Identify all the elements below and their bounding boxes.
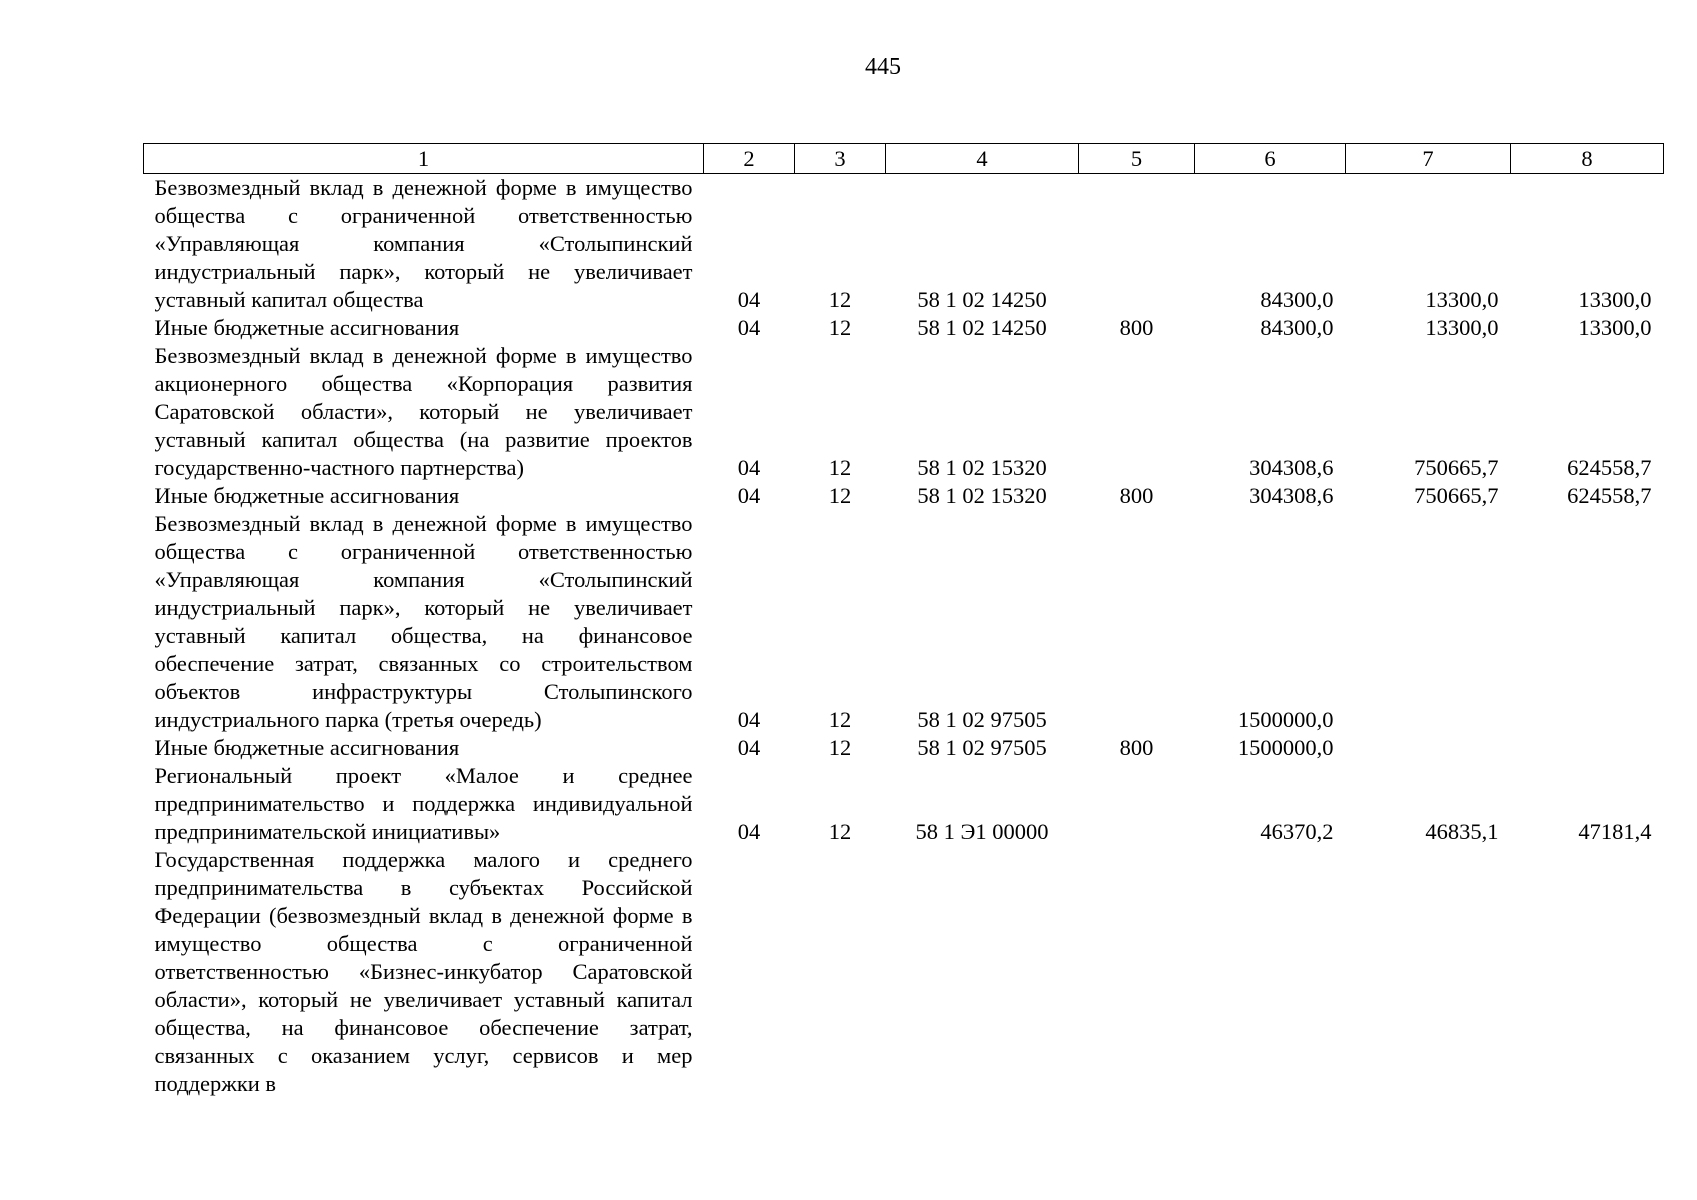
row-target-code: 58 1 02 15320 [917, 455, 1047, 480]
row-amount-3 [1511, 846, 1664, 1098]
row-podrazdel: 12 [828, 707, 852, 732]
row-amount-1: 1500000,0 [1237, 735, 1334, 760]
row-podrazdel: 12 [828, 483, 852, 508]
row-razdel [704, 846, 795, 1098]
row-expense-type [1079, 174, 1195, 315]
row-amount-2 [1346, 846, 1511, 1098]
column-header: 7 [1346, 144, 1511, 174]
row-expense-type [1079, 510, 1195, 734]
row-amount-2 [1346, 734, 1511, 762]
table-body [144, 174, 1664, 1099]
row-razdel: 04 [737, 315, 761, 340]
row-amount-1: 84300,0 [1260, 287, 1334, 312]
table-row [144, 734, 1664, 762]
table-row [144, 314, 1664, 342]
row-name: Безвозмездный вклад в денежной форме в имущество акционерного общества «Корпорация развития Саратовской области», который не увеличивает уставный капитал общества (на развитие проектов государственно-частного партнерства) [154, 343, 693, 480]
row-podrazdel [795, 846, 886, 1098]
row-amount-3: 13300,0 [1578, 287, 1652, 312]
row-amount-1: 304308,6 [1249, 455, 1334, 480]
table-row [144, 174, 1664, 315]
row-expense-type [1079, 342, 1195, 482]
column-header: 5 [1079, 144, 1195, 174]
column-header: 2 [704, 144, 795, 174]
row-amount-1: 84300,0 [1260, 315, 1334, 340]
row-amount-2: 13300,0 [1425, 287, 1499, 312]
column-header: 3 [795, 144, 886, 174]
row-target-code: 58 1 02 15320 [917, 483, 1047, 508]
row-target-code: 58 1 02 14250 [917, 287, 1047, 312]
row-target-code: 58 1 02 97505 [917, 735, 1047, 760]
row-podrazdel: 12 [828, 455, 852, 480]
row-name: Безвозмездный вклад в денежной форме в имущество общества с ограниченной ответственностью «Управляющая компания «Столыпинский индустриальный парк», который не увеличивает уставный капитал общества, на финансовое обеспечение затрат, связанных со строительством объектов инфраструктуры Столыпинского индустриального парка (третья очередь) [154, 511, 693, 732]
row-razdel: 04 [737, 819, 761, 844]
row-expense-type [1079, 846, 1195, 1098]
page-number: 445 [865, 54, 901, 80]
row-target-code: 58 1 Э1 00000 [915, 819, 1049, 844]
row-amount-1: 304308,6 [1249, 483, 1334, 508]
row-name: Иные бюджетные ассигнования [154, 483, 460, 508]
row-name: Государственная поддержка малого и среднего предпринимательства в субъектах Российской Федерации (безвозмездный вклад в денежной форме в имущество общества с ограниченной ответственностью «Бизнес-инкубатор Саратовской области», который не увеличивает уставный капитал общества, на финансовое обеспечение затрат, связанных с оказанием услуг, сервисов и мер поддержки в [154, 847, 693, 1096]
row-expense-type [1079, 762, 1195, 846]
row-razdel: 04 [737, 483, 761, 508]
row-name: Безвозмездный вклад в денежной форме в имущество общества с ограниченной ответственностью «Управляющая компания «Столыпинский индустриальный парк», который не увеличивает уставный капитал общества [154, 175, 693, 312]
column-header: 1 [144, 144, 704, 174]
row-target-code: 58 1 02 97505 [917, 707, 1047, 732]
row-razdel: 04 [737, 735, 761, 760]
table-row [144, 762, 1664, 846]
row-target-code [886, 846, 1079, 1098]
header-row [144, 144, 1664, 174]
row-amount-3 [1511, 734, 1664, 762]
row-amount-2: 46835,1 [1425, 819, 1499, 844]
row-razdel: 04 [737, 707, 761, 732]
row-name: Иные бюджетные ассигнования [154, 735, 460, 760]
row-name: Иные бюджетные ассигнования [154, 315, 460, 340]
row-expense-type: 800 [1119, 483, 1154, 508]
row-razdel: 04 [737, 455, 761, 480]
row-amount-3: 624558,7 [1567, 455, 1652, 480]
row-amount-3: 13300,0 [1578, 315, 1652, 340]
row-amount-3: 624558,7 [1567, 483, 1652, 508]
row-amount-2: 750665,7 [1414, 483, 1499, 508]
row-podrazdel: 12 [828, 819, 852, 844]
table-row [144, 846, 1664, 1098]
column-header: 4 [886, 144, 1079, 174]
row-amount-1: 1500000,0 [1237, 707, 1334, 732]
row-target-code: 58 1 02 14250 [917, 315, 1047, 340]
row-podrazdel: 12 [828, 315, 852, 340]
row-amount-2 [1346, 510, 1511, 734]
row-amount-2: 750665,7 [1414, 455, 1499, 480]
row-amount-2: 13300,0 [1425, 315, 1499, 340]
column-header: 8 [1511, 144, 1664, 174]
row-amount-3 [1511, 510, 1664, 734]
row-podrazdel: 12 [828, 735, 852, 760]
row-expense-type: 800 [1119, 315, 1154, 340]
table-header [144, 144, 1664, 174]
row-amount-1: 46370,2 [1260, 819, 1334, 844]
table-row [144, 342, 1664, 482]
row-amount-3: 47181,4 [1578, 819, 1652, 844]
column-header: 6 [1195, 144, 1346, 174]
row-razdel: 04 [737, 287, 761, 312]
table-row [144, 510, 1664, 734]
table-row [144, 482, 1664, 510]
row-name: Региональный проект «Малое и среднее предпринимательство и поддержка индивидуальной предпринимательской инициативы» [154, 763, 693, 844]
row-amount-1 [1195, 846, 1346, 1098]
row-podrazdel: 12 [828, 287, 852, 312]
row-expense-type: 800 [1119, 735, 1154, 760]
budget-table [143, 143, 1664, 1098]
